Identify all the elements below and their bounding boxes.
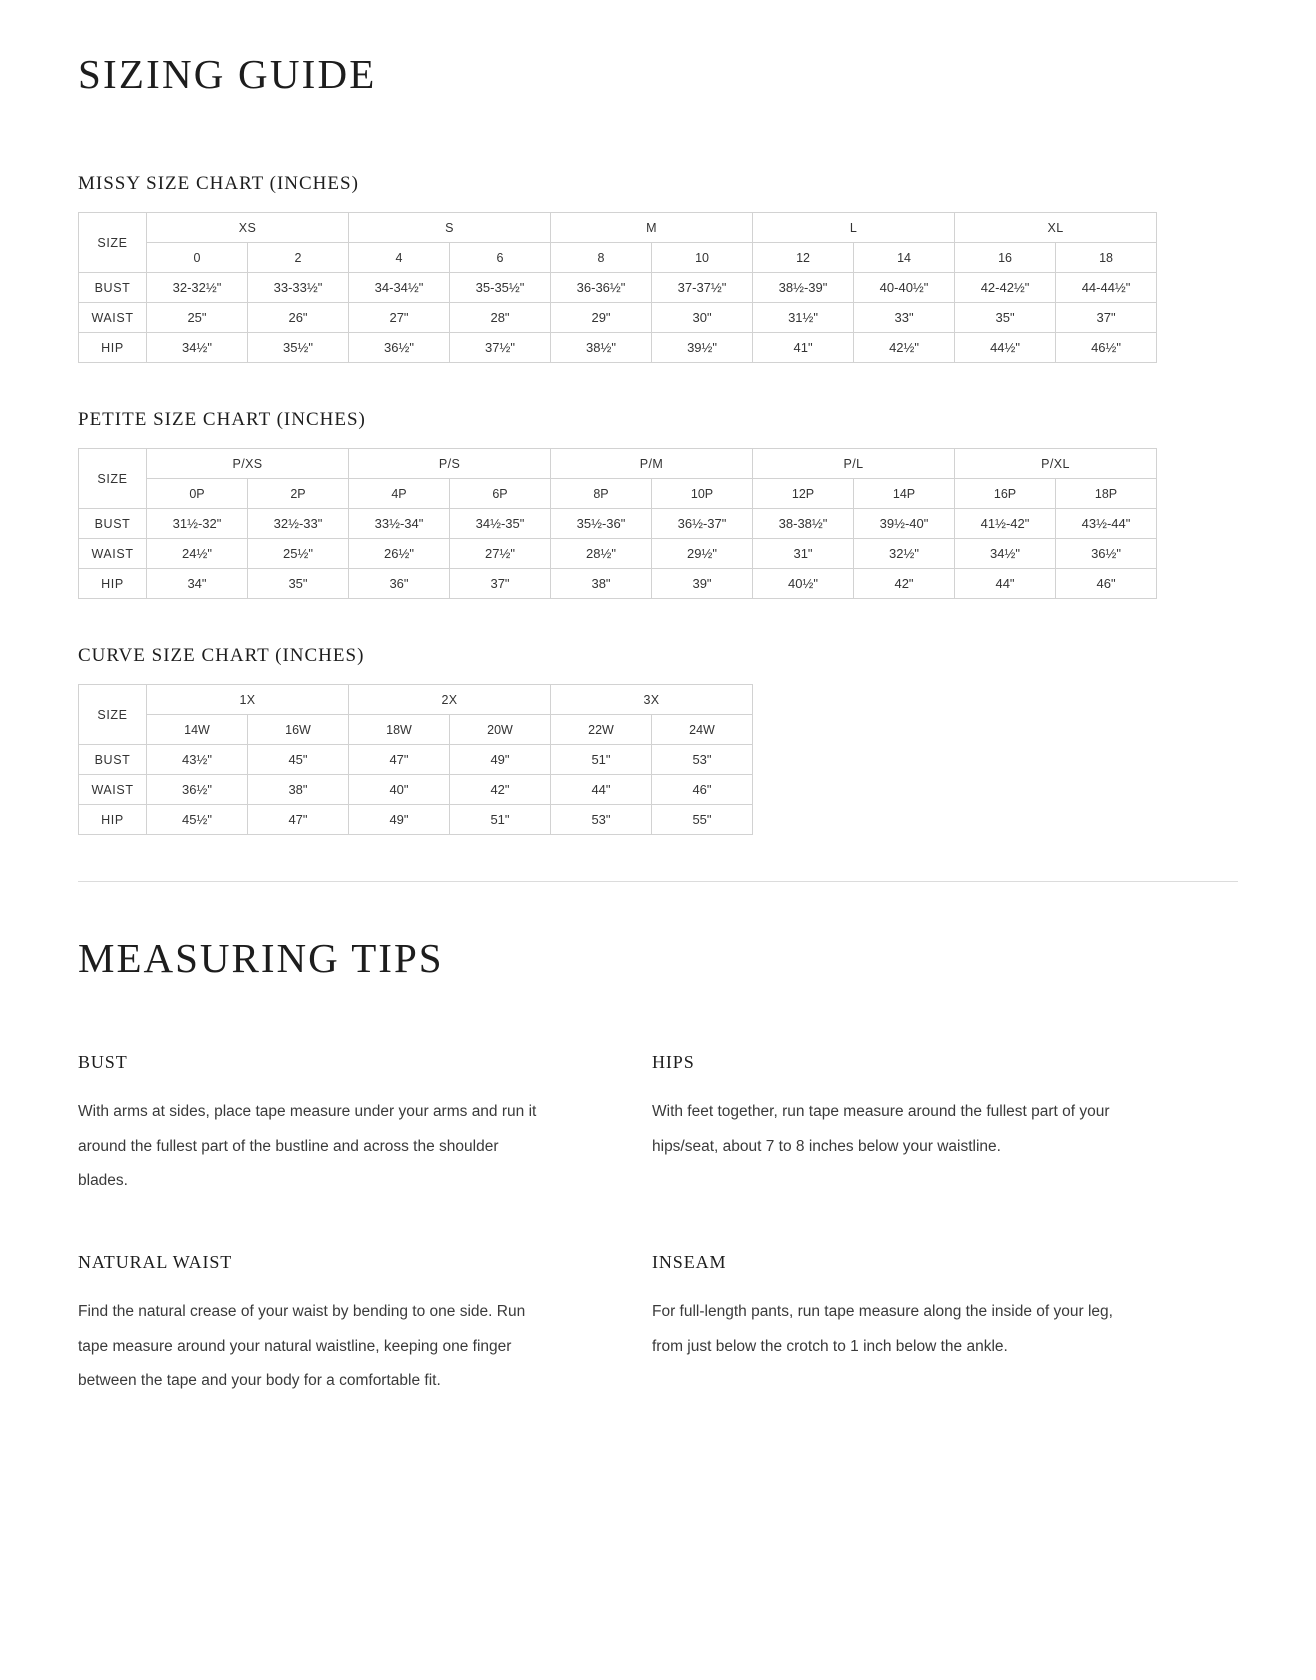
tip-bust bbox=[78, 1052, 652, 1198]
measure-cell: 35½-36" bbox=[551, 509, 652, 539]
row-label: WAIST bbox=[79, 303, 147, 333]
tip-natural-waist bbox=[78, 1252, 652, 1398]
size-cell: 8P bbox=[551, 479, 652, 509]
size-cell: 10P bbox=[652, 479, 753, 509]
group-header: L bbox=[753, 213, 955, 243]
measure-cell: 47" bbox=[349, 745, 450, 775]
measure-cell: 47" bbox=[248, 805, 349, 835]
measure-cell: 35-35½" bbox=[450, 273, 551, 303]
group-header: P/XL bbox=[955, 449, 1157, 479]
measure-cell: 36½" bbox=[1056, 539, 1157, 569]
size-cell: 14 bbox=[854, 243, 955, 273]
row-label: BUST bbox=[79, 273, 147, 303]
curve-size-chart-block bbox=[78, 645, 1238, 835]
measure-cell: 35" bbox=[955, 303, 1056, 333]
table-row bbox=[79, 273, 1157, 303]
table-row-groups bbox=[79, 685, 753, 715]
table-row bbox=[79, 509, 1157, 539]
measure-cell: 37" bbox=[450, 569, 551, 599]
group-header: 3X bbox=[551, 685, 753, 715]
table-row-groups bbox=[79, 213, 1157, 243]
measure-cell: 31½" bbox=[753, 303, 854, 333]
curve-chart-heading: CURVE SIZE CHART (INCHES) bbox=[78, 645, 365, 667]
group-header: S bbox=[349, 213, 551, 243]
measure-cell: 53" bbox=[551, 805, 652, 835]
measure-cell: 32½" bbox=[854, 539, 955, 569]
measure-cell: 41" bbox=[753, 333, 854, 363]
size-cell: 20W bbox=[450, 715, 551, 745]
group-header: 1X bbox=[147, 685, 349, 715]
petite-size-chart-block bbox=[78, 409, 1238, 599]
tip-title: NATURAL WAIST bbox=[78, 1252, 233, 1273]
size-cell: 8 bbox=[551, 243, 652, 273]
size-label: SIZE bbox=[79, 213, 147, 273]
group-header: P/S bbox=[349, 449, 551, 479]
tip-title: HIPS bbox=[652, 1052, 695, 1073]
size-cell: 14P bbox=[854, 479, 955, 509]
row-label: BUST bbox=[79, 745, 147, 775]
measure-cell: 46½" bbox=[1056, 333, 1157, 363]
measure-cell: 35½" bbox=[248, 333, 349, 363]
measure-cell: 46" bbox=[1056, 569, 1157, 599]
measure-cell: 26½" bbox=[349, 539, 450, 569]
measure-cell: 44" bbox=[955, 569, 1056, 599]
size-cell: 2P bbox=[248, 479, 349, 509]
size-cell: 6P bbox=[450, 479, 551, 509]
measure-cell: 25½" bbox=[248, 539, 349, 569]
tip-title: INSEAM bbox=[652, 1252, 727, 1273]
measure-cell: 28½" bbox=[551, 539, 652, 569]
measure-cell: 37½" bbox=[450, 333, 551, 363]
measure-cell: 34½" bbox=[147, 333, 248, 363]
measure-cell: 39½-40" bbox=[854, 509, 955, 539]
measure-cell: 36" bbox=[349, 569, 450, 599]
table-row-sizes bbox=[79, 479, 1157, 509]
petite-chart-heading: PETITE SIZE CHART (INCHES) bbox=[78, 409, 366, 431]
measure-cell: 40-40½" bbox=[854, 273, 955, 303]
measure-cell: 37-37½" bbox=[652, 273, 753, 303]
table-row bbox=[79, 805, 753, 835]
group-header: P/M bbox=[551, 449, 753, 479]
size-cell: 16P bbox=[955, 479, 1056, 509]
size-cell: 0 bbox=[147, 243, 248, 273]
measure-cell: 53" bbox=[652, 745, 753, 775]
table-row bbox=[79, 745, 753, 775]
measure-cell: 32-32½" bbox=[147, 273, 248, 303]
measure-cell: 30" bbox=[652, 303, 753, 333]
size-cell: 18P bbox=[1056, 479, 1157, 509]
measure-cell: 45½" bbox=[147, 805, 248, 835]
size-cell: 14W bbox=[147, 715, 248, 745]
measure-cell: 35" bbox=[248, 569, 349, 599]
table-row-sizes bbox=[79, 243, 1157, 273]
measure-cell: 38" bbox=[248, 775, 349, 805]
group-header: 2X bbox=[349, 685, 551, 715]
row-label: WAIST bbox=[79, 539, 147, 569]
tip-hips bbox=[652, 1052, 1238, 1198]
row-label: HIP bbox=[79, 333, 147, 363]
measure-cell: 40" bbox=[349, 775, 450, 805]
measure-cell: 36½-37" bbox=[652, 509, 753, 539]
measure-cell: 49" bbox=[349, 805, 450, 835]
size-cell: 0P bbox=[147, 479, 248, 509]
measure-cell: 25" bbox=[147, 303, 248, 333]
petite-size-table bbox=[78, 448, 1157, 599]
measure-cell: 38" bbox=[551, 569, 652, 599]
measure-cell: 33" bbox=[854, 303, 955, 333]
measuring-tips-grid bbox=[78, 1052, 1238, 1398]
size-cell: 12 bbox=[753, 243, 854, 273]
measure-cell: 36½" bbox=[349, 333, 450, 363]
measure-cell: 51" bbox=[450, 805, 551, 835]
measure-cell: 32½-33" bbox=[248, 509, 349, 539]
row-label: HIP bbox=[79, 569, 147, 599]
group-header: P/XS bbox=[147, 449, 349, 479]
table-row bbox=[79, 303, 1157, 333]
measure-cell: 34-34½" bbox=[349, 273, 450, 303]
measure-cell: 46" bbox=[652, 775, 753, 805]
page-title: SIZING GUIDE bbox=[78, 51, 377, 97]
size-cell: 6 bbox=[450, 243, 551, 273]
table-row bbox=[79, 333, 1157, 363]
measure-cell: 43½-44" bbox=[1056, 509, 1157, 539]
size-cell: 10 bbox=[652, 243, 753, 273]
missy-chart-heading: MISSY SIZE CHART (INCHES) bbox=[78, 173, 359, 195]
size-label: SIZE bbox=[79, 449, 147, 509]
group-header: M bbox=[551, 213, 753, 243]
row-label: HIP bbox=[79, 805, 147, 835]
size-cell: 16 bbox=[955, 243, 1056, 273]
measure-cell: 24½" bbox=[147, 539, 248, 569]
measure-cell: 39½" bbox=[652, 333, 753, 363]
measure-cell: 42" bbox=[854, 569, 955, 599]
table-row bbox=[79, 569, 1157, 599]
curve-size-table bbox=[78, 684, 753, 835]
size-cell: 18W bbox=[349, 715, 450, 745]
measure-cell: 34½" bbox=[955, 539, 1056, 569]
measure-cell: 31" bbox=[753, 539, 854, 569]
row-label: WAIST bbox=[79, 775, 147, 805]
measure-cell: 42-42½" bbox=[955, 273, 1056, 303]
measure-cell: 40½" bbox=[753, 569, 854, 599]
measure-cell: 29" bbox=[551, 303, 652, 333]
section-divider bbox=[78, 881, 1238, 882]
measure-cell: 44" bbox=[551, 775, 652, 805]
measure-cell: 38½-39" bbox=[753, 273, 854, 303]
measure-cell: 31½-32" bbox=[147, 509, 248, 539]
tip-body: With arms at sides, place tape measure under your arms and run it around the fullest part of the bustline and across the shoulder blades. bbox=[78, 1103, 537, 1189]
table-row-sizes bbox=[79, 715, 753, 745]
tip-body: With feet together, run tape measure around the fullest part of your hips/seat, about 7 to 8 inches below your waistline. bbox=[652, 1103, 1110, 1155]
measure-cell: 37" bbox=[1056, 303, 1157, 333]
group-header: P/L bbox=[753, 449, 955, 479]
measure-cell: 28" bbox=[450, 303, 551, 333]
size-cell: 24W bbox=[652, 715, 753, 745]
measure-cell: 33-33½" bbox=[248, 273, 349, 303]
size-cell: 4P bbox=[349, 479, 450, 509]
missy-size-table bbox=[78, 212, 1157, 363]
measure-cell: 44-44½" bbox=[1056, 273, 1157, 303]
tip-inseam bbox=[652, 1252, 1238, 1398]
measuring-tips-title: MEASURING TIPS bbox=[78, 935, 444, 982]
size-cell: 2 bbox=[248, 243, 349, 273]
measure-cell: 49" bbox=[450, 745, 551, 775]
measure-cell: 43½" bbox=[147, 745, 248, 775]
measure-cell: 41½-42" bbox=[955, 509, 1056, 539]
size-cell: 16W bbox=[248, 715, 349, 745]
size-cell: 22W bbox=[551, 715, 652, 745]
measure-cell: 26" bbox=[248, 303, 349, 333]
measure-cell: 36½" bbox=[147, 775, 248, 805]
tip-title: BUST bbox=[78, 1052, 128, 1073]
tip-body: Find the natural crease of your waist by bending to one side. Run tape measure around your natural waistline, keeping one finger between the tape and your body for a comfortable fit. bbox=[78, 1303, 526, 1390]
measure-cell: 34" bbox=[147, 569, 248, 599]
measure-cell: 39" bbox=[652, 569, 753, 599]
size-cell: 4 bbox=[349, 243, 450, 273]
measure-cell: 44½" bbox=[955, 333, 1056, 363]
measure-cell: 36-36½" bbox=[551, 273, 652, 303]
measure-cell: 38-38½" bbox=[753, 509, 854, 539]
measure-cell: 45" bbox=[248, 745, 349, 775]
measure-cell: 42" bbox=[450, 775, 551, 805]
measure-cell: 51" bbox=[551, 745, 652, 775]
table-row-groups bbox=[79, 449, 1157, 479]
row-label: BUST bbox=[79, 509, 147, 539]
measure-cell: 29½" bbox=[652, 539, 753, 569]
size-cell: 12P bbox=[753, 479, 854, 509]
measure-cell: 34½-35" bbox=[450, 509, 551, 539]
table-row bbox=[79, 539, 1157, 569]
measure-cell: 33½-34" bbox=[349, 509, 450, 539]
size-cell: 18 bbox=[1056, 243, 1157, 273]
measure-cell: 27½" bbox=[450, 539, 551, 569]
measure-cell: 38½" bbox=[551, 333, 652, 363]
size-label: SIZE bbox=[79, 685, 147, 745]
group-header: XS bbox=[147, 213, 349, 243]
measure-cell: 42½" bbox=[854, 333, 955, 363]
group-header: XL bbox=[955, 213, 1157, 243]
measure-cell: 55" bbox=[652, 805, 753, 835]
measure-cell: 27" bbox=[349, 303, 450, 333]
tip-body: For full-length pants, run tape measure along the inside of your leg, from just below the crotch to 1 inch below the ankle. bbox=[652, 1303, 1113, 1355]
missy-size-chart-block bbox=[78, 173, 1238, 363]
table-row bbox=[79, 775, 753, 805]
